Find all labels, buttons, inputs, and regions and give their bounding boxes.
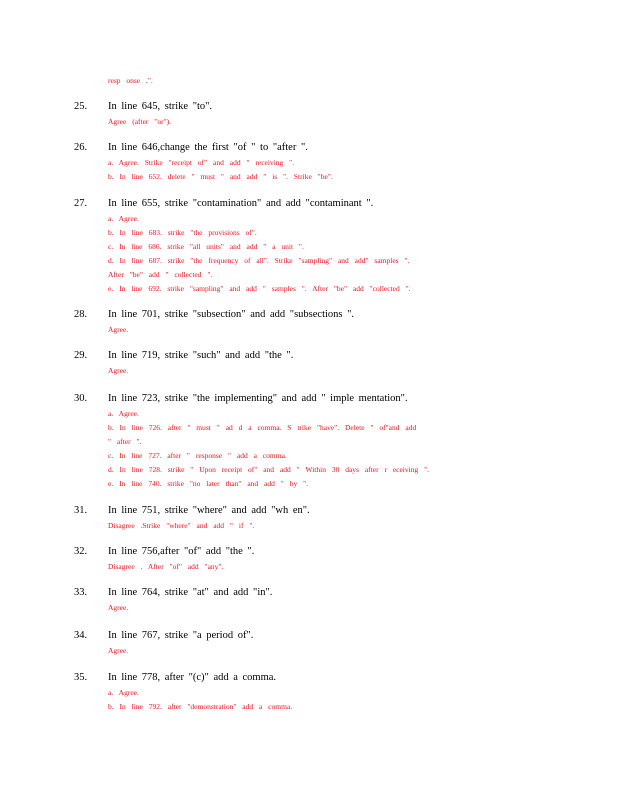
item-text: In line 723, strike "the implementing" and add " imple mentation". [108, 393, 408, 404]
item-number: 29. [74, 350, 88, 361]
item-note: e. In line 740. strike "no later than" and add " by ". [108, 479, 308, 488]
item-note: c. In line 686. strike "all units" and add " a unit ". [108, 242, 304, 251]
item-text: In line 764, strike "at" and add "in". [108, 587, 273, 598]
item-note: b. In line 792. after "demonstration" add a comma. [108, 702, 293, 711]
item-text: In line 645, strike "to". [108, 101, 213, 112]
item-number: 25. [74, 101, 88, 112]
item-text: In line 767, strike "a period of". [108, 630, 254, 641]
item-note: " after ". [108, 437, 142, 446]
item-text: In line 751, strike "where" and add "wh en". [108, 505, 310, 516]
item-text: In line 719, strike "such" and add "the ". [108, 350, 294, 361]
item-number: 31. [74, 505, 88, 516]
item-text: In line 701, strike "subsection" and add "subsections ". [108, 309, 355, 320]
item-number: 28. [74, 309, 88, 320]
item-note: b. In line 683. strike "the provisions of". [108, 228, 257, 237]
item-note: Disagree . After "of" add "any". [108, 562, 224, 571]
item-note: b. In line 726. after " must " ad d a comma. S trike "have". Delete " of"and add [108, 423, 417, 432]
item-note: a. Agree. [108, 409, 139, 418]
item-number: 34. [74, 630, 88, 641]
item-note: d. In line 728. strike " Upon receipt of" and add " Within 30 days after r eceiving ". [108, 465, 430, 474]
item-note: Agree. [108, 366, 129, 375]
item-number: 26. [74, 142, 88, 153]
item-number: 32. [74, 546, 88, 557]
item-note: b. In line 652. delete " must " and add " is ". Strike "be". [108, 172, 333, 181]
item-text: In line 778, after "(c)" add a comma. [108, 672, 277, 683]
item-note: After "be" add " collected ". [108, 270, 213, 279]
item-note: Agree. [108, 603, 129, 612]
item-note: a. Agree. [108, 688, 139, 697]
item-note: a. Agree. Strike "receipt of" and add " receiving ". [108, 158, 295, 167]
item-note: c. In line 727. after " response " add a comma. [108, 451, 287, 460]
item-text: In line 655, strike "contamination" and add "contaminant ". [108, 198, 374, 209]
item-note: d. In line 687. strike "the frequency of all". Strike "sampling" and add" samples ". [108, 256, 410, 265]
item-text: In line 646,change the first "of " to "after ". [108, 142, 308, 153]
item-number: 27. [74, 198, 88, 209]
item-number: 33. [74, 587, 88, 598]
item-text: In line 756,after "of" add "the ". [108, 546, 255, 557]
item-note: Disagree .Strike "where" and add " if ". [108, 521, 255, 530]
item-number: 35. [74, 672, 88, 683]
item-note: a. Agree. [108, 214, 139, 223]
top-fragment: resp onse ,". [108, 76, 153, 85]
item-note: Agree. [108, 646, 129, 655]
item-number: 30. [74, 393, 88, 404]
item-note: Agree (after "or"). [108, 117, 172, 126]
item-note: e. In line 692. strike "sampling" and add " samples ". After "be" add "collected ". [108, 284, 411, 293]
item-note: Agree. [108, 325, 129, 334]
